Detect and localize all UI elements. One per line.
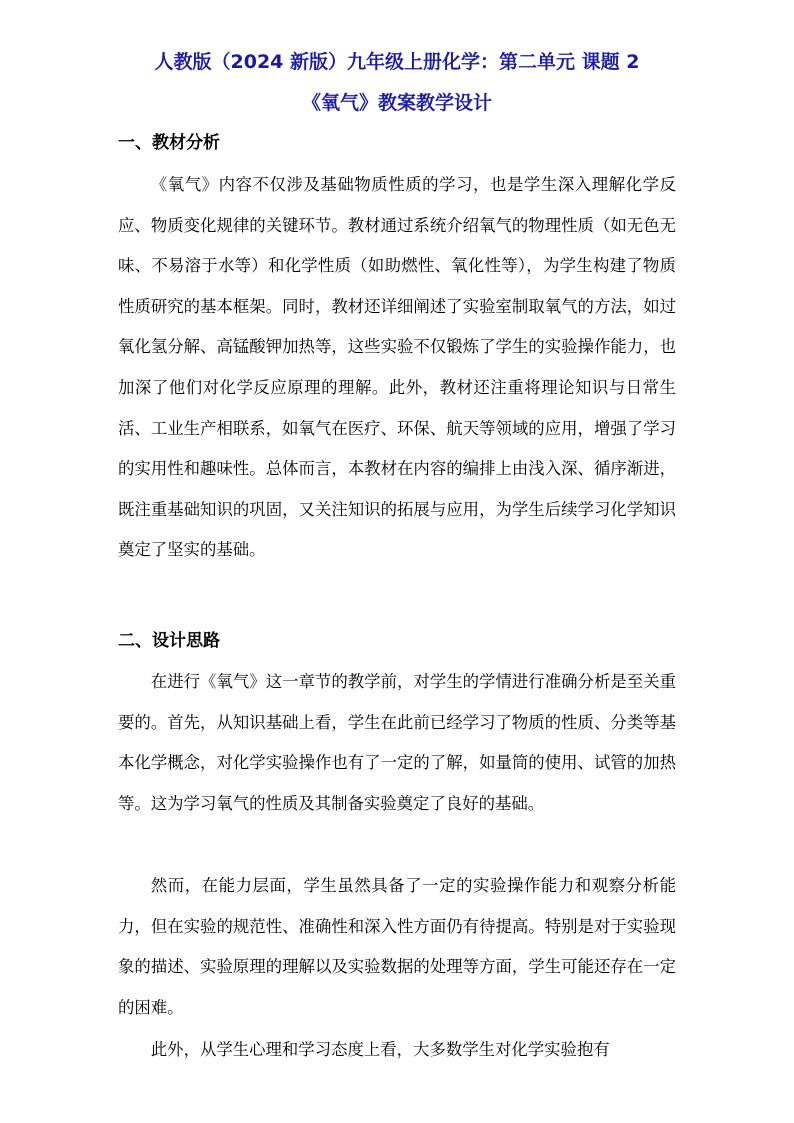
paragraph-design-idea-1: 在进行《氧气》这一章节的教学前，对学生的学情进行准确分析是至关重要的。首先，从知识基础上看，学生在此前已经学习了物质的性质、分类等基本化学概念，对化学实验操作也有了一定的了解，如量筒的使用、试管的加热等。这为学习氧气的性质及其制备实验奠定了良好的基础。: [118, 672, 676, 813]
document-title-line-1: 人教版（2024 新版）九年级上册化学：第二单元 课题 2: [154, 51, 640, 73]
section-heading-textbook-analysis: 一、教材分析: [118, 133, 220, 153]
paragraph-design-idea-3: 此外，从学生心理和学习态度上看，大多数学生对化学实验抱有: [150, 1040, 610, 1059]
section-heading-design-idea: 二、设计思路: [118, 631, 220, 651]
paragraph-design-idea-2: 然而，在能力层面，学生虽然具备了一定的实验操作能力和观察分析能力，但在实验的规范性、准确性和深入性方面仍有待提高。特别是对于实验现象的描述、实验原理的理解以及实验数据的处理等方面，学生可能还存在一定的困难。: [118, 876, 676, 1017]
paragraph-textbook-analysis: 《氧气》内容不仅涉及基础物质性质的学习，也是学生深入理解化学反应、物质变化规律的关键环节。教材通过系统介绍氧气的物理性质（如无色无味、不易溶于水等）和化学性质（如助燃性、氧化性等），为学生构建了物质性质研究的基本框架。同时，教材还详细阐述了实验室制取氧气的方法，如过氧化氢分解、高锰酸钾加热等，这些实验不仅锻炼了学生的实验操作能力，也加深了他们对化学反应原理的理解。此外，教材还注重将理论知识与日常生活、工业生产相联系，如氧气在医疗、环保、航天等领域的应用，增强了学习的实用性和趣味性。总体而言，本教材在内容的编排上由浅入深、循序渐进，既注重基础知识的巩固，又关注知识的拓展与应用，为学生后续学习化学知识奠定了坚实的基础。: [118, 175, 676, 560]
document-title-line-2: 《氧气》教案教学设计: [301, 92, 492, 114]
